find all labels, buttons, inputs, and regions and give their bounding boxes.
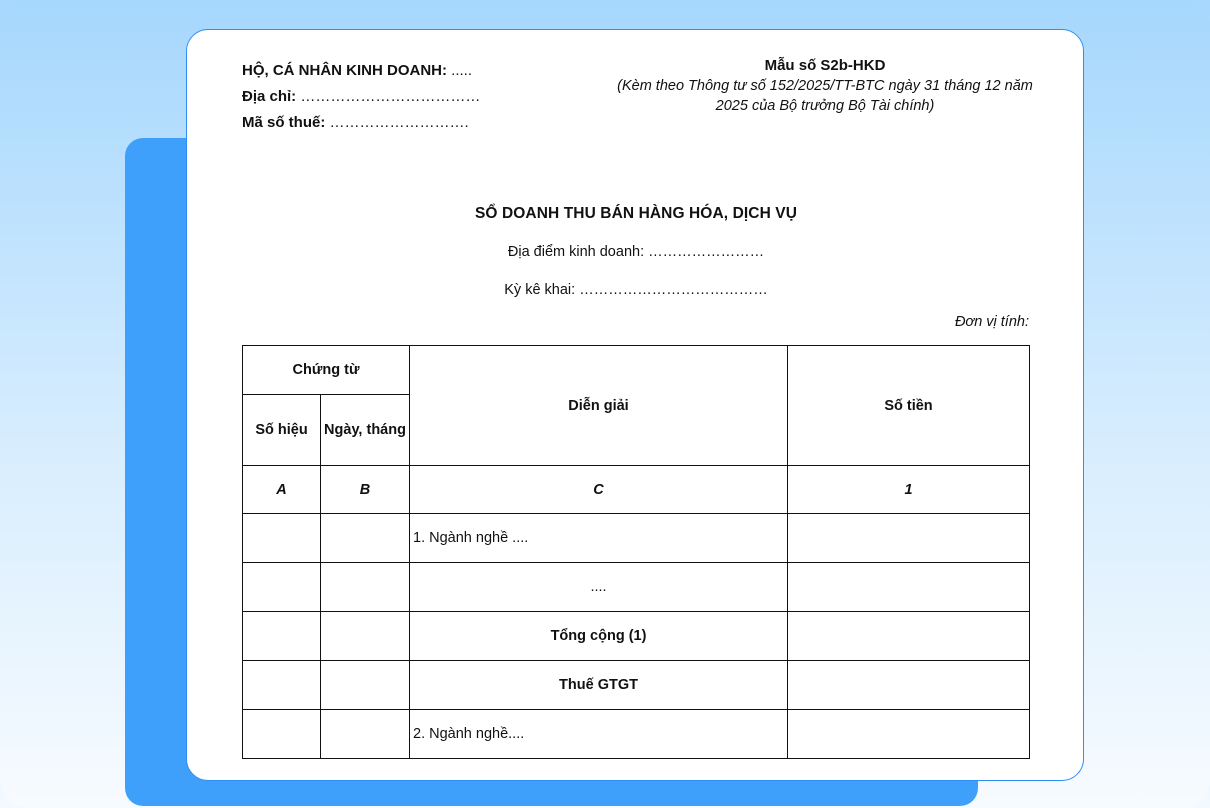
description-header: Diễn giải [410, 346, 788, 466]
voucher-date-header: Ngày, tháng [321, 395, 410, 466]
vat-label-cell: Thuế GTGT [410, 661, 788, 710]
total-label-cell: Tổng cộng (1) [410, 612, 788, 661]
voucher-number-cell[interactable] [243, 514, 321, 563]
column-code-row [243, 466, 1030, 514]
declaration-period-line: Kỳ kê khai: ………………………………… [504, 282, 768, 298]
voucher-group-header: Chứng từ [243, 346, 410, 395]
address-value: ……………………………… [296, 88, 481, 105]
address-label: Địa chỉ: [242, 88, 297, 105]
business-info [242, 58, 480, 136]
voucher-number-cell[interactable] [243, 661, 321, 710]
table-row [243, 514, 1030, 563]
voucher-number-header: Số hiệu [243, 395, 321, 466]
form-info [605, 56, 1045, 116]
amount-cell[interactable] [788, 710, 1030, 759]
description-cell: .... [410, 563, 788, 612]
tax-code-value: ………………………. [325, 114, 469, 131]
tax-code-label: Mã số thuế: [242, 114, 326, 131]
amount-header: Số tiền [788, 346, 1030, 466]
table-row [243, 710, 1030, 759]
voucher-number-cell[interactable] [243, 710, 321, 759]
column-code: A [243, 466, 321, 514]
unit-label: Đơn vị tính: [954, 314, 1029, 330]
business-entity-label: HỘ, CÁ NHÂN KINH DOANH: [242, 62, 447, 79]
table-row [243, 661, 1030, 710]
voucher-date-cell[interactable] [321, 612, 410, 661]
description-cell: 2. Ngành nghề.... [410, 710, 788, 759]
document-sheet [186, 29, 1084, 781]
amount-cell[interactable] [788, 514, 1030, 563]
table-row [243, 563, 1030, 612]
revenue-table [242, 345, 1030, 759]
voucher-date-cell[interactable] [321, 710, 410, 759]
column-code: 1 [788, 466, 1030, 514]
form-legal-note: (Kèm theo Thông tư số 152/2025/TT-BTC ngày 31 tháng 12 năm 2025 của Bộ trưởng Bộ Tài chính) [617, 78, 1033, 114]
voucher-number-cell[interactable] [243, 563, 321, 612]
form-number: Mẫu số S2b-HKD [764, 57, 886, 74]
amount-cell[interactable] [788, 661, 1030, 710]
tax-code-line [242, 110, 480, 136]
table-header-row [243, 346, 1030, 395]
voucher-date-cell[interactable] [321, 514, 410, 563]
business-entity-line [242, 58, 480, 84]
business-location-line: Địa điểm kinh doanh: …………………… [507, 244, 765, 260]
voucher-number-cell[interactable] [243, 612, 321, 661]
ledger-title: SỔ DOANH THU BÁN HÀNG HÓA, DỊCH VỤ [474, 205, 797, 222]
address-line [242, 84, 480, 110]
description-cell: 1. Ngành nghề .... [410, 514, 788, 563]
amount-cell[interactable] [788, 563, 1030, 612]
table-row [243, 612, 1030, 661]
voucher-date-cell[interactable] [321, 661, 410, 710]
voucher-date-cell[interactable] [321, 563, 410, 612]
business-entity-value: ..... [447, 62, 473, 79]
column-code: B [321, 466, 410, 514]
column-code: C [410, 466, 788, 514]
amount-cell[interactable] [788, 612, 1030, 661]
